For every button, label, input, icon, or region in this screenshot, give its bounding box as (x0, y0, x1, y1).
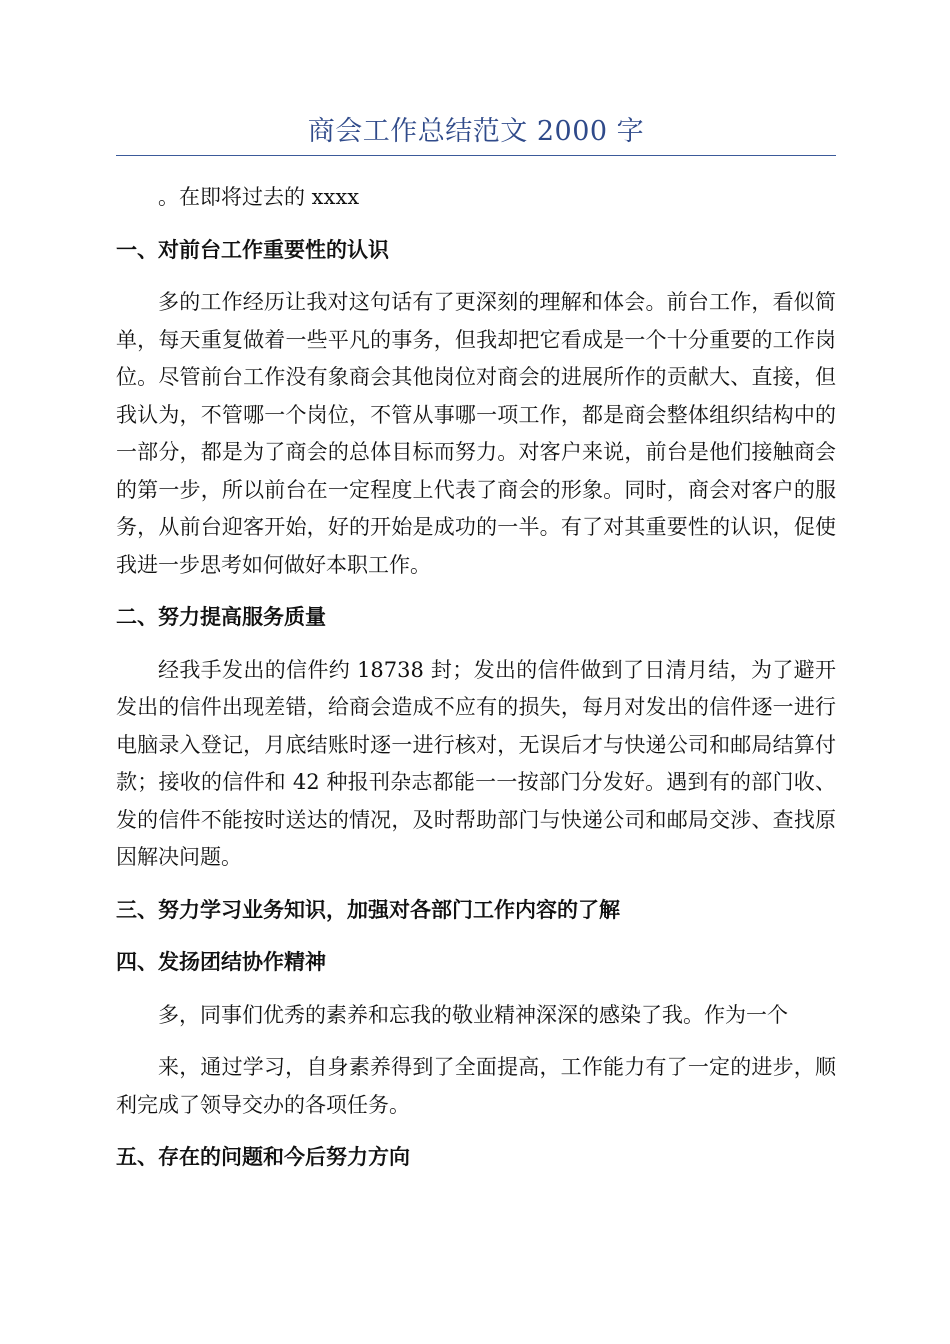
intro-paragraph: 。在即将过去的 xxxx (158, 185, 360, 209)
section-4-heading: 四、发扬团结协作精神 (116, 950, 326, 974)
section-3-heading: 三、努力学习业务知识，加强对各部门工作内容的了解 (116, 897, 620, 922)
section-4-paragraph-2: 来，通过学习，自身素养得到了全面提高，工作能力有了一定的进步，顺利完成了领导交办的各项任务。 (116, 1055, 836, 1117)
section-2-paragraph-1: 经我手发出的信件约 18738 封；发出的信件做到了日清月结，为了避开发出的信件出现差错，给商会造成不应有的损失，每月对发出的信件逐一进行电脑录入登记，月底结账时逐一进行核对，无误后才与快递公司和邮局结算付款；接收的信件和 42 种报刊杂志都能一一按部门分发好。遇到有的部门收、发的信件不能按时送达的情况，及时帮助部门与快递公司和邮局交涉、查找原因解决问题。 (116, 657, 836, 869)
section-1-heading: 一、对前台工作重要性的认识 (116, 237, 389, 262)
section-1-paragraph-1: 多的工作经历让我对这句话有了更深刻的理解和体会。前台工作，看似简单，每天重复做着一些平凡的事务，但我却把它看成是一个十分重要的工作岗位。尽管前台工作没有象商会其他岗位对商会的进展所作的贡献大、直接，但我认为，不管哪一个岗位，不管从事哪一项工作，都是商会整体组织结构中的一部分，都是为了商会的总体目标而努力。对客户来说，前台是他们接触商会的第一步，所以前台在一定程度上代表了商会的形象。同时，商会对客户的服务，从前台迎客开始，好的开始是成功的一半。有了对其重要性的认识，促使我进一步思考如何做好本职工作。 (116, 290, 836, 577)
section-2-heading: 二、努力提高服务质量 (116, 605, 326, 629)
section-5-heading: 五、存在的问题和今后努力方向 (116, 1145, 410, 1169)
document-title: 商会工作总结范文 2000 字 (116, 112, 836, 156)
section-4-paragraph-1: 多，同事们优秀的素养和忘我的敬业精神深深的感染了我。作为一个 (158, 1002, 788, 1027)
document-page (116, 112, 836, 1177)
